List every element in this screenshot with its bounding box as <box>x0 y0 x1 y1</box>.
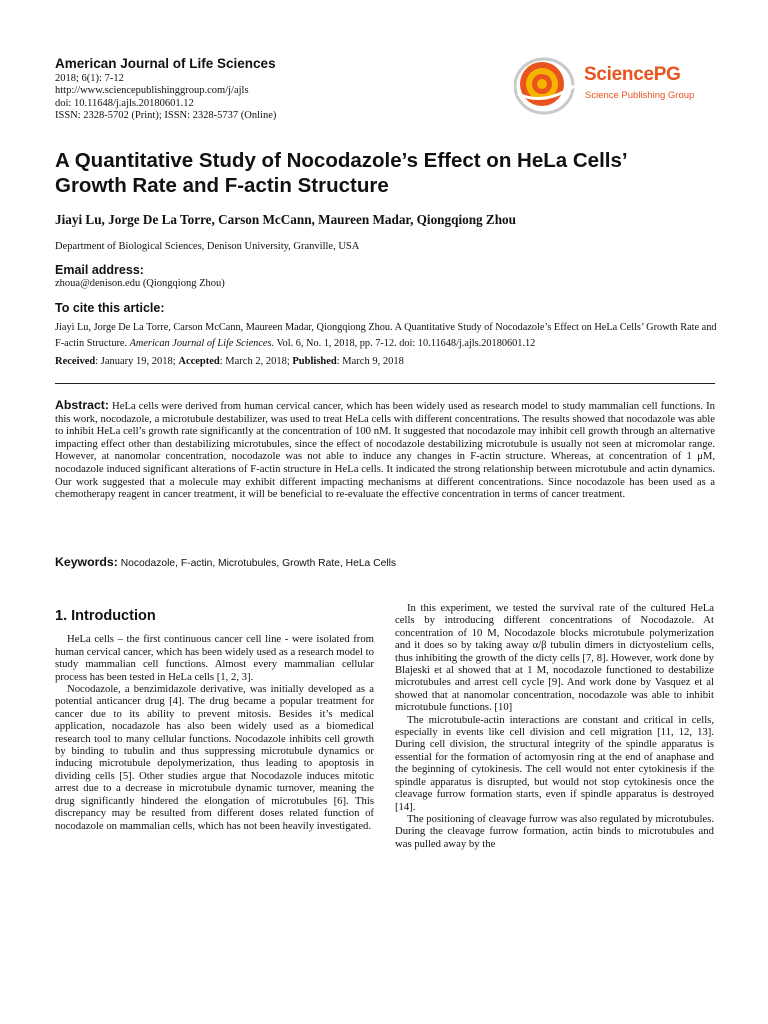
title-line-1: A Quantitative Study of Nocodazole’s Effect on HeLa Cells’ <box>55 149 628 172</box>
journal-doi: doi: 10.11648/j.ajls.20180601.12 <box>55 97 194 109</box>
header-divider <box>55 383 715 384</box>
journal-url[interactable]: http://www.sciencepublishinggroup.com/j/ajls <box>55 85 249 97</box>
published-label: Published <box>292 356 337 367</box>
sciencepg-logo <box>514 56 714 116</box>
keywords-text: Nocodazole, F-actin, Microtubules, Growth Rate, HeLa Cells <box>120 558 397 569</box>
journal-name: American Journal of Life Sciences <box>55 56 276 71</box>
citation-text <box>55 320 717 351</box>
journal-issn: ISSN: 2328-5702 (Print); ISSN: 2328-5737 (Online) <box>55 109 277 121</box>
body-column-left <box>55 602 374 832</box>
cite-label: To cite this article: <box>55 301 165 315</box>
body-paragraph: Nocodazole, a benzimidazole derivative, was initially developed as a potential anticancer drug [4]. The drug became a popular treatment for cancer due to its ability to prevent mitosis. Besides it’s medical application, nocadazole has also been widely used as a biomedical research tool to many cellular functions. Nocodazole inhibits cell growth by binding to tubulin and thus suppressing microtubule dynamics or inducing microtubule depolymerization, thus leading to apoptosis in dividing cells [5]. Other studies argue that Nocodazole induces mitotic arrest due to a decrease in microtubule dynamic turnover, meaning the drug significantly hindered the elongation of microtubules [6]. This discrepancy may be resulted from different doses related function of nocodazole on mammalian cells, which has not been heavily investigated. <box>55 683 374 832</box>
published-date: : March 9, 2018 <box>336 356 404 367</box>
accepted-label: Accepted <box>178 356 220 367</box>
article-dates <box>55 356 404 367</box>
article-title <box>55 148 715 198</box>
received-date: : January 19, 2018; <box>95 356 179 367</box>
citation-text-start: Jiayi Lu, Jorge De La Torre, Carson McCann, Maureen Madar, Qiongqiong Zhou. A Quantitative Study of Nocodazole’s Effect on HeLa Cells’ Growth Rate and F-actin Structure. <box>55 322 717 349</box>
citation-journal: American Journal of Life Sciences <box>129 337 272 349</box>
keywords <box>55 555 715 569</box>
email-label: Email address: <box>55 263 144 277</box>
author-list: Jiayi Lu, Jorge De La Torre, Carson McCann, Maureen Madar, Qiongqiong Zhou <box>55 212 516 227</box>
logo-mark-icon <box>514 56 580 116</box>
body-paragraph: The microtubule-actin interactions are constant and critical in cells, especially in events like cell division and cell migration [11, 12, 13]. During cell division, the structural integrity of the spindle apparatus is essential for the formation of actomyosin ring at the end of anaphase and the beginning of cytokinesis. The cell would not enter cytokinesis if the spindle apparatus is disrupted, but would not stop cytokinesis once the cleavage furrow formation starts, even if spindle apparatus is destroyed [14]. <box>395 713 714 813</box>
received-label: Received <box>55 356 96 367</box>
title-line-2: Growth Rate and F-actin Structure <box>55 174 389 197</box>
body-paragraph: HeLa cells – the first continuous cancer cell line - were isolated from human cervical cancer, which has been widely used as a research model to study mammalian cell functions. Almost every mammalian cellular process has been tested in HeLa cells [1, 2, 3]. <box>55 633 374 683</box>
journal-header <box>55 56 495 122</box>
affiliation: Department of Biological Sciences, Denison University, Granville, USA <box>55 241 360 252</box>
logo-subtitle: Science Publishing Group <box>585 90 695 101</box>
citation-text-end: . Vol. 6, No. 1, 2018, pp. 7-12. doi: 10.11648/j.ajls.20180601.12 <box>271 337 536 349</box>
introduction-heading: 1. Introduction <box>55 608 156 624</box>
journal-volume: 2018; 6(1): 7-12 <box>55 73 124 84</box>
abstract-text: HeLa cells were derived from human cervical cancer, which has been widely used as research model to study mammalian cell functions. In this work, nocodazole, a microtubule destabilizer, was used to treat HeLa cells with different concentrations. The results showed that nocodazole was able to inhibit HeLa cell’s growth rate significantly at the concentration of 100 nM. It suggested that nocodazole may inhibit cell growth through an alternative impacting effect other than destabilizing microtubules, since the effect of nocodazole destabilizing microtubule is usually not seen at micromolar range. However, at nanomolar concentration, nocodazole was not able to induce any changes in F-actin structure. Whereas, at concentration of 1 μM, nocodazole induced significant alterations of F-actin structure in HeLa cells. It indicated the strong relationship between microtubule and actin dynamics. Our work suggested that a molecule may exhibit different impacting mechanisms at different concentrations. Since nocodazole has been used as a chemotherapy reagent in cancer treatment, it will be beneficial to re-evaluate the effective concentration in terms of cancer treatment. <box>55 400 716 501</box>
abstract-label: Abstract: <box>55 398 109 412</box>
body-column-right <box>395 602 714 850</box>
body-paragraph: The positioning of cleavage furrow was also regulated by microtubules. During the cleavage furrow formation, actin binds to microtubules and was pulled away by the <box>395 812 714 850</box>
body-paragraph: In this experiment, we tested the survival rate of the cultured HeLa cells by introducing different concentrations of Nocodazole. At concentration of 10 M, Nocodazole blocks microtubule polymerization and it does so by taking away α/β tubulin dimers in dictyostelium cells, thus inhibiting the growth of the dicty cells [7, 8]. However, work done by Blajeski et al showed that at 1 M, nocodazole functioned to destabilize microtubules and arrest cell cycle [9]. And work done by Vasquez et al showed that at nanomolar concentration, nocodazole was able to inhibit microtubule functions. [10] <box>395 602 714 714</box>
email-address[interactable]: zhoua@denison.edu (Qiongqiong Zhou) <box>55 278 225 289</box>
logo-name: SciencePG <box>584 64 681 85</box>
accepted-date: : March 2, 2018; <box>219 356 293 367</box>
abstract <box>55 399 715 501</box>
keywords-label: Keywords: <box>55 555 118 569</box>
